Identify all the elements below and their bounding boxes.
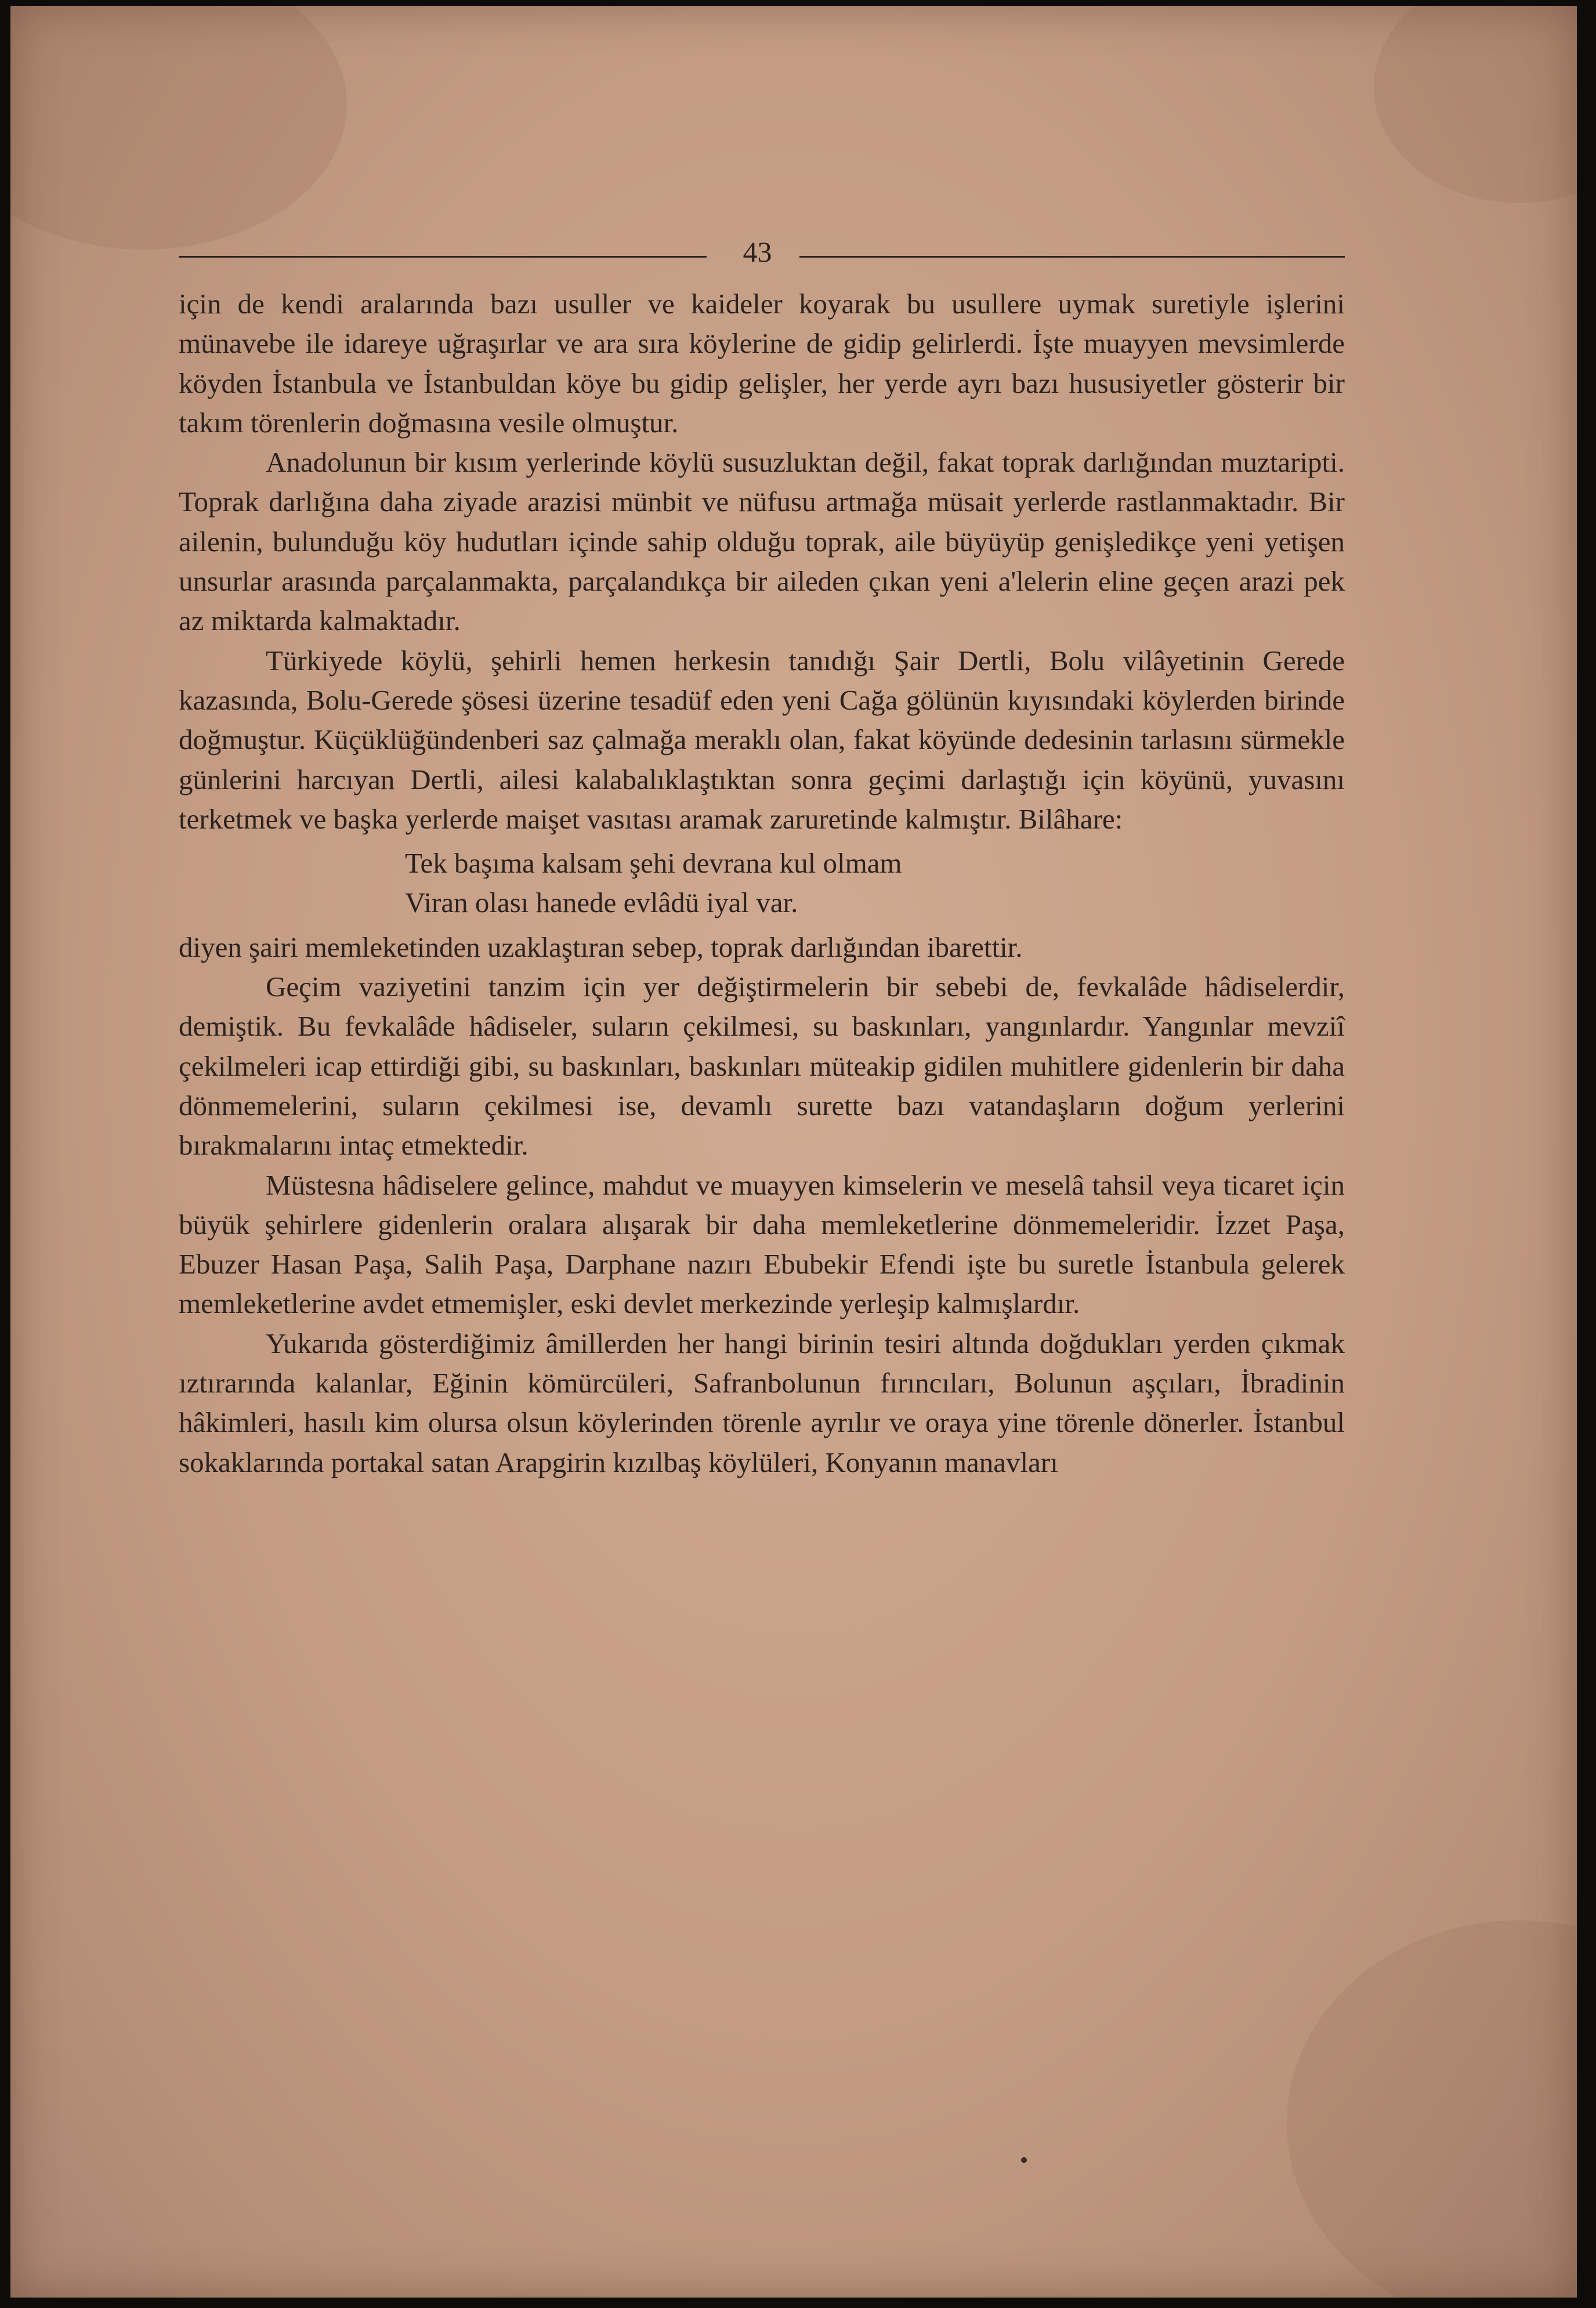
paragraph: Müstesna hâdiselere gelince, mahdut ve muayyen kimselerin ve meselâ tahsil veya ticaret için büyük şehirlere gidenlerin oralara alışarak bir daha memleketlerine dönmemeleridir. İzzet Paşa, Ebuzer Hasan Paşa, Salih Paşa, Darphane nazırı Ebubekir Efendi işte bu suretle İstanbula gelerek memleketlerine avdet etmemişler, eski devlet merkezinde yerleşip kalmışlardır. — [179, 1169, 1345, 1320]
page-number: 43 — [743, 236, 772, 268]
body-text — [179, 284, 1345, 1482]
paragraph: Türkiyede köylü, şehirli hemen herkesin tanıdığı Şair Dertli, Bolu vilâyetinin Gerede kazasında, Bolu-Gerede şösesi üzerine tesadüf eden yeni Cağa gölünün kıyısındaki köylerden birinde doğmuştur. Küçüklüğündenberi saz çalmağa meraklı olan, fakat köyünde dedesinin tarlasını sürmekle günlerini harcıyan Dertli, ailesi kalabalıklaştıktan sonra geçimi darlaştığı için köyünü, yuvasını terketmek ve başka yerlerde maişet vasıtası aramak zaruretinde kalmıştır. Bilâhare: — [179, 644, 1345, 835]
header-rule-right — [799, 256, 1345, 258]
paragraph: Anadolunun bir kısım yerlerinde köylü susuzluktan değil, fakat toprak darlığından muztaripti. Toprak darlığına daha ziyade arazisi münbit ve nüfusu artmağa müsait yerlerde rastlanmaktadır. Bir ailenin, bulunduğu köy hudutları içinde sahip olduğu toprak, aile büyüyüp genişledikçe yeni yetişen unsurlar arasında parçalanmakta, parçalandıkça bir aileden çıkan yeni a'lelerin eline geçen arazi pek az miktarda kalmaktadır. — [179, 446, 1345, 637]
header-rule-left — [179, 256, 707, 258]
ink-speck — [1021, 2157, 1027, 2163]
paragraph: diyen şairi memleketinden uzaklaştıran sebep, toprak darlığından ibarettir. — [179, 931, 1023, 963]
paper-page — [10, 6, 1577, 2298]
poem-block — [405, 844, 1345, 923]
paragraph: Yukarıda gösterdiğimiz âmillerden her hangi birinin tesiri altında doğdukları yerden çıkmak ıztırarında kalanlar, Eğinin kömürcüleri, Safranbolunun fırıncıları, Bolunun aşçıları, İbradinin hâkimleri, hasılı kim olursa olsun köylerinden törenle ayrılır ve oraya yine törenle dönerler. İstanbul sokaklarında portakal satan Arapgirin kızılbaş köylüleri, Konyanın manavları — [179, 1327, 1345, 1478]
paragraph: için de kendi aralarında bazı usuller ve kaideler koyarak bu usullere uymak suretiyle işlerini münavebe ile idareye uğraşırlar ve ara sıra köylerine de gidip gelirlerdi. İşte muayyen mevsimlerde köyden İstanbula ve İstanbuldan köye bu gidip gelişler, her yerde ayrı bazı hususiyetler gösterir bir takım törenlerin doğmasına vesile olmuştur. — [179, 288, 1345, 439]
paragraph: Geçim vaziyetini tanzim için yer değiştirmelerin bir sebebi de, fevkalâde hâdiselerdir, demiştik. Bu fevkalâde hâdiseler, suların çekilmesi, su baskınları, yangınlardır. Yangınlar mevziî çekilmeleri icap ettirdiği gibi, su baskınları, baskınları müteakip gidilen muhitlere gidenlerin bir daha dönmemelerini, suların çekilmesi ise, devamlı surette bazı vatandaşların doğum yerlerini bırakmalarını intaç etmektedir. — [179, 971, 1345, 1162]
poem-line: Viran olası hanede evlâdü iyal var. — [405, 887, 798, 919]
page-header — [179, 235, 1345, 270]
poem-line: Tek başıma kalsam şehi devrana kul olmam — [405, 847, 902, 880]
